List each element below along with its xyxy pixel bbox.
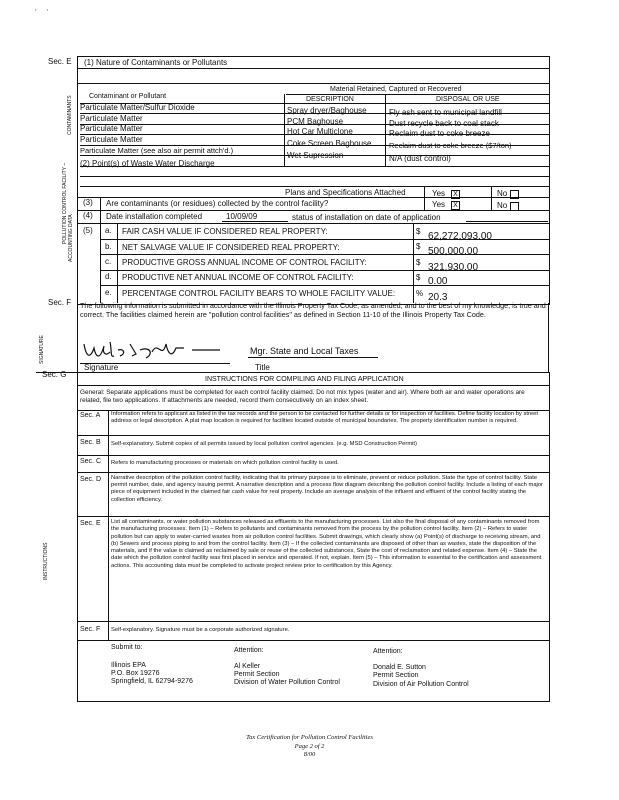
address-line: P.O. Box 19276 <box>111 670 160 677</box>
disposal-cell: Reclaim dust to coke breeze ($7/ton) <box>389 141 512 150</box>
accounting-label: PRODUCTIVE NET ANNUAL INCOME OF CONTROL FACILITY: <box>122 273 354 282</box>
instruction-text: Self-explanatory. Signature must be a corporate authorized signature. <box>111 627 290 633</box>
contact-line: Donald E. Sutton <box>373 664 426 671</box>
attention-label-1: Attention: <box>234 647 264 654</box>
plans-yes-checkbox[interactable]: X <box>451 190 460 199</box>
description-cell: Spray dryer/Baghouse <box>287 106 367 115</box>
certification-statement: The following information is submitted in accordance with the Illinois Property Tax Code, as amended, and to the best of my knowledge, is true and correct. The facilities claimed herein are "pollution control facilities" as defined in Section 11-10 of the Illinois Property Tax Code. <box>80 301 546 319</box>
instruction-label: Sec. F <box>80 626 101 633</box>
corner-marks: , , <box>35 6 53 12</box>
accounting-value: 321,930.00 <box>428 262 479 273</box>
col-contaminant-header: Contaminant or Pollutant <box>89 93 167 100</box>
accounting-letter: c. <box>105 257 112 266</box>
sec-g-label: Sec. G <box>42 370 67 379</box>
accounting-unit: $ <box>416 273 421 282</box>
instruction-label: Sec. A <box>80 412 101 419</box>
accounting-label: FAIR CASH VALUE IF CONSIDERED REAL PROPERTY: <box>122 227 328 236</box>
contaminant-cell: Particulate Matter <box>80 124 143 133</box>
accounting-value: 62,272,093.00 <box>428 231 492 242</box>
description-cell: Coke Screen Baghouse <box>287 139 372 148</box>
contaminant-cell: Particulate Matter <box>80 135 143 144</box>
contact-line: Permit Section <box>373 672 419 679</box>
q3-yes-checkbox[interactable]: X <box>451 201 460 210</box>
instruction-text: List all contaminants, or water pollution substances released as effluents to the manufacturing processes. List also the final disposal of any contaminants removed from the manufacturing processes. Item (1) – Refers to pollutants and contaminants removed from the process by the pollution control facility. Item (2) – Refers to water pollution but can apply to water-carried wastes from air pollution control facilities. Submit drawings, which clearly show (a) Point(s) of discharge to receiving stream, and (b) Sewers and process piping to and from the control facility. Item (3) – If the collected contaminants are disposed of other than as wastes, state the disposition of the materials, and if the value is claimed as reclaimed by sale or reuse of the collected substances, State the cost of reclamation and related expense. Item (4) – State the date which the pollution control facility was first placed in service and operated. If not, explain. Item (5) – This information is essential to the certification and assessment actions. This accounting data must be completed to activate project review prior to certification by this Agency. <box>111 519 542 569</box>
address-line: Illinois EPA <box>111 662 146 669</box>
sec-f-label: Sec. F <box>48 298 72 307</box>
q3-number: (3) <box>83 198 93 207</box>
signature-drawing <box>80 336 230 364</box>
contaminant-cell: Particulate Matter (see also air permit attch'd.) <box>80 146 234 155</box>
waste-water-discharge: (2) Point(s) of Waste Water Discharge <box>80 159 215 168</box>
q4-status-label: status of installation on date of application <box>292 213 441 222</box>
accounting-letter: a. <box>105 226 112 235</box>
side-label-instructions: INSTRUCTIONS <box>43 542 49 580</box>
instruction-text: Narrative description of the pollution control facility, indicating that its primary purpose is to eliminate, prevent or reduce pollution. State the type of control facility. State permit number, date, and agency issuing permit. A narrative description and a process flow diagram describing the pollution control facility. Include a listing of each major piece of equipment included in the claimed fair cash value for real property. Include an average analysis of the influent and effluent of the control facility stating the collection efficiency. <box>111 475 543 503</box>
instructions-heading: INSTRUCTIONS FOR COMPILING AND FILING APPLICATION <box>205 376 404 383</box>
plans-attached-label: Plans and Specifications Attached <box>285 188 406 197</box>
signer-title-value: Mgr. State and Local Taxes <box>250 346 359 356</box>
description-cell: Hot Car Multiclone <box>287 127 353 136</box>
contact-line: Al Keller <box>234 663 261 670</box>
accounting-value: 500,000.00 <box>428 246 479 257</box>
signature-label: Signature <box>84 363 119 372</box>
disposal-cell: Dust recycle back to coal stack <box>389 119 499 128</box>
contaminant-cell: Particulate Matter/Sulfur Dioxide <box>80 103 195 112</box>
accounting-unit: $ <box>416 242 421 251</box>
side-label-accounting: ACCOUNTING DATA <box>68 214 74 262</box>
disposal-cell: N/A (dust control) <box>389 154 451 163</box>
footer-revision: 8/00 <box>303 751 316 758</box>
accounting-letter: e. <box>105 288 112 297</box>
accounting-label: PRODUCTIVE GROSS ANNUAL INCOME OF CONTROL FACILITY: <box>122 258 367 267</box>
accounting-unit: $ <box>416 227 421 236</box>
q3-question: Are contaminants (or residues) collected by the control facility? <box>106 199 329 208</box>
sec-e-label: Sec. E <box>48 57 72 66</box>
accounting-unit: % <box>416 289 424 298</box>
nature-title: (1) Nature of Contaminants or Pollutants <box>84 58 228 67</box>
accounting-value: 0.00 <box>428 276 448 287</box>
disposal-cell: Reclaim dust to coke breeze <box>389 129 490 138</box>
footer-form-title: Tax Certification for Pollution Control Facilities <box>246 734 373 741</box>
attention-label-2: Attention: <box>373 648 403 655</box>
instruction-text: Self-explanatory. Submit copies of all permits issued by local pollution control agencies. (e.g. MSD Construction Permit) <box>111 441 417 447</box>
plans-no-label: No <box>497 189 508 198</box>
description-cell: Wet Supression <box>287 151 344 160</box>
instruction-label: Sec. E <box>80 520 101 527</box>
col-description-header: DESCRIPTION <box>306 96 354 103</box>
instruction-label: Sec. B <box>80 439 101 446</box>
q4-number: (4) <box>83 211 93 220</box>
side-label-signature: SIGNATURE <box>39 335 45 364</box>
submit-to-label: Submit to: <box>111 644 143 651</box>
q3-yes-label: Yes <box>432 200 446 209</box>
accounting-label: PERCENTAGE CONTROL FACILITY BEARS TO WHOLE FACILITY VALUE: <box>122 289 396 298</box>
accounting-value: 20.3 <box>428 292 448 303</box>
contaminant-cell: Particulate Matter <box>80 114 143 123</box>
instruction-text: Information refers to applicant as listed in the tax records and the person to be contacted for further details or for inspection of facilities. Define facility location by street address or legal description. A plat map location is required for facilities located outside of municipal boundaries. The property identification number is required. <box>111 411 538 425</box>
general-instructions: General: Separate applications must be completed for each control facility claimed. Do not mix types (water and air). Where both air and water operations are related, file two applications. If attachments are needed, record them consecutively on an index sheet. <box>80 389 525 404</box>
accounting-label: NET SALVAGE VALUE IF CONSIDERED REAL PROPERTY: <box>122 243 340 252</box>
disposal-cell: Fly ash sent to municipal landfill <box>389 108 502 117</box>
contact-line: Permit Section <box>234 671 280 678</box>
accounting-unit: $ <box>416 258 421 267</box>
material-header: Material Retained, Captured or Recovered <box>330 86 462 93</box>
installation-date: 10/09/09 <box>226 212 258 221</box>
contact-line: Division of Water Pollution Control <box>234 679 340 686</box>
side-label-contaminants: CONTAMINANTS <box>67 95 73 135</box>
title-label: Title <box>255 363 270 372</box>
footer-page-number: Page 2 of 2 <box>294 743 325 750</box>
instruction-text: Refers to manufacturing processes or materials on which pollution control facility is used. <box>111 460 339 466</box>
q5-number: (5) <box>83 226 93 235</box>
plans-yes-label: Yes <box>432 189 446 198</box>
q3-no-label: No <box>497 201 508 210</box>
instruction-label: Sec. C <box>80 458 102 465</box>
q4-label: Date installation completed <box>106 212 203 221</box>
contact-line: Division of Air Pollution Control <box>373 681 469 688</box>
col-disposal-header: DISPOSAL OR USE <box>436 96 500 103</box>
address-line: Springfield, IL 62794-9276 <box>111 678 193 685</box>
accounting-letter: d. <box>105 272 112 281</box>
accounting-letter: b. <box>105 242 112 251</box>
description-cell: PCM Baghouse <box>287 117 344 126</box>
instruction-label: Sec. D <box>80 476 102 483</box>
side-label-pcf: POLLUTION CONTROL FACILITY – <box>62 162 68 244</box>
